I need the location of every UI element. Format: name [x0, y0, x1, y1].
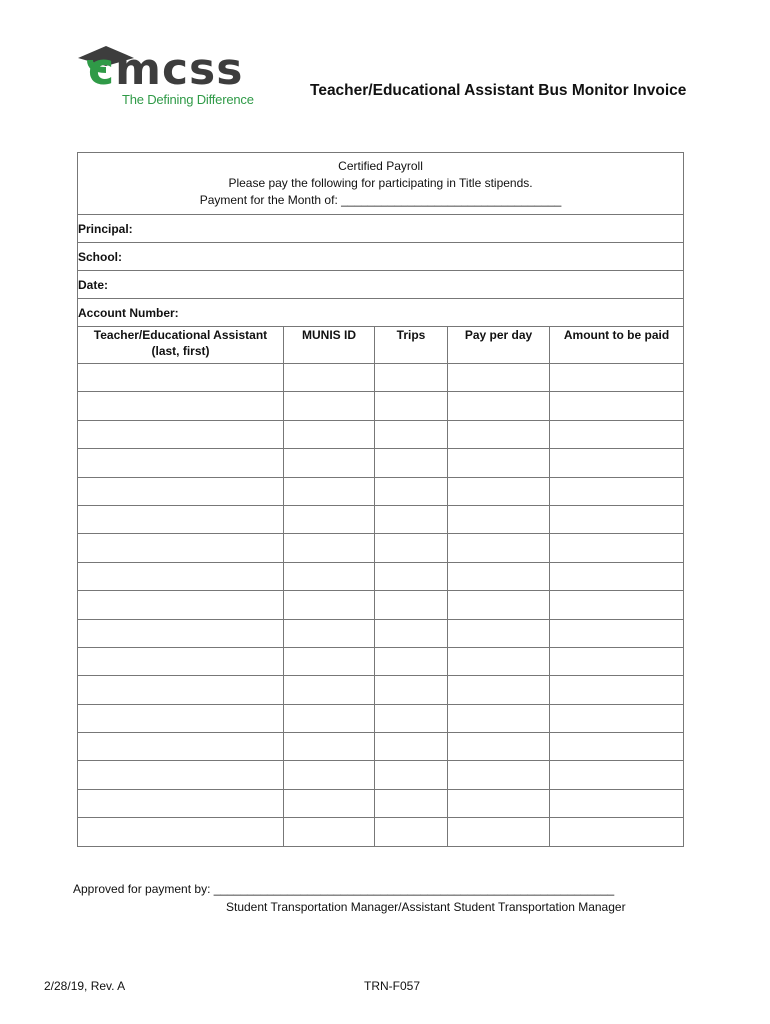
table-cell[interactable] [448, 704, 550, 732]
table-cell[interactable] [375, 505, 448, 533]
entry-rows [78, 364, 684, 847]
table-cell[interactable] [448, 477, 550, 505]
table-cell[interactable] [284, 562, 375, 590]
table-cell[interactable] [284, 789, 375, 817]
column-header-row [78, 327, 684, 364]
date-label[interactable]: Date: [78, 271, 684, 299]
table-cell[interactable] [78, 818, 284, 846]
page-title: Teacher/Educational Assistant Bus Monitor Invoice [310, 82, 687, 99]
table-row[interactable] [78, 562, 684, 590]
principal-label[interactable]: Principal: [78, 215, 684, 243]
table-row[interactable] [78, 761, 684, 789]
table-cell[interactable] [284, 761, 375, 789]
table-cell[interactable] [448, 562, 550, 590]
col-amount-header: Amount to be paid [550, 327, 684, 364]
account-number-row[interactable] [78, 299, 684, 327]
table-cell[interactable] [78, 449, 284, 477]
table-cell[interactable] [550, 562, 684, 590]
cmcss-logo [76, 44, 276, 110]
table-cell[interactable] [550, 449, 684, 477]
table-cell[interactable] [550, 704, 684, 732]
table-row[interactable] [78, 534, 684, 562]
table-cell[interactable] [448, 818, 550, 846]
table-cell[interactable] [284, 420, 375, 448]
table-row[interactable] [78, 591, 684, 619]
col-name-line2: (last, first) [151, 344, 210, 358]
intro-row [78, 153, 684, 215]
table-row[interactable] [78, 647, 684, 675]
table-cell[interactable] [550, 733, 684, 761]
table-row[interactable] [78, 505, 684, 533]
table-cell[interactable] [448, 733, 550, 761]
table-cell[interactable] [375, 534, 448, 562]
table-cell[interactable] [78, 505, 284, 533]
table-cell[interactable] [550, 591, 684, 619]
table-cell[interactable] [284, 818, 375, 846]
table-cell[interactable] [78, 733, 284, 761]
logo-wordmark: cmcss [88, 44, 244, 95]
account-number-label[interactable]: Account Number: [78, 299, 684, 327]
table-cell[interactable] [550, 761, 684, 789]
table-cell[interactable] [448, 505, 550, 533]
table-cell[interactable] [284, 505, 375, 533]
table-cell[interactable] [284, 449, 375, 477]
table-cell[interactable] [448, 392, 550, 420]
table-cell[interactable] [375, 733, 448, 761]
table-cell[interactable] [375, 789, 448, 817]
table-cell[interactable] [284, 647, 375, 675]
table-cell[interactable] [78, 676, 284, 704]
table-cell[interactable] [284, 364, 375, 392]
table-cell[interactable] [448, 420, 550, 448]
table-cell[interactable] [284, 534, 375, 562]
principal-row[interactable] [78, 215, 684, 243]
table-cell[interactable] [550, 364, 684, 392]
table-cell[interactable] [448, 591, 550, 619]
school-label[interactable]: School: [78, 243, 684, 271]
table-cell[interactable] [550, 505, 684, 533]
col-munis-header: MUNIS ID [284, 327, 375, 364]
table-cell[interactable] [375, 420, 448, 448]
table-cell[interactable] [375, 647, 448, 675]
table-cell[interactable] [78, 420, 284, 448]
approver-title: Student Transportation Manager/Assistant Student Transportation Manager [226, 900, 626, 914]
table-cell[interactable] [284, 392, 375, 420]
revision-date: 2/28/19, Rev. A [44, 979, 126, 993]
table-cell[interactable] [550, 818, 684, 846]
date-row[interactable] [78, 271, 684, 299]
table-cell[interactable] [448, 449, 550, 477]
table-cell[interactable] [448, 789, 550, 817]
table-cell[interactable] [78, 591, 284, 619]
table-cell[interactable] [284, 704, 375, 732]
table-cell[interactable] [550, 676, 684, 704]
table-cell[interactable] [550, 534, 684, 562]
table-cell[interactable] [375, 704, 448, 732]
table-row[interactable] [78, 704, 684, 732]
table-cell[interactable] [448, 761, 550, 789]
table-row[interactable] [78, 420, 684, 448]
table-cell[interactable] [284, 477, 375, 505]
table-cell[interactable] [375, 449, 448, 477]
table-cell[interactable] [375, 562, 448, 590]
table-cell[interactable] [550, 420, 684, 448]
table-cell[interactable] [78, 619, 284, 647]
col-trips-header: Trips [375, 327, 448, 364]
col-name-header [78, 327, 284, 364]
certified-payroll-text: Certified Payroll [338, 159, 423, 173]
table-row[interactable] [78, 364, 684, 392]
table-cell[interactable] [448, 647, 550, 675]
table-cell[interactable] [78, 534, 284, 562]
invoice-table [77, 152, 684, 847]
table-row[interactable] [78, 619, 684, 647]
table-cell[interactable] [550, 477, 684, 505]
table-cell[interactable] [550, 392, 684, 420]
table-cell[interactable] [284, 591, 375, 619]
table-cell[interactable] [550, 647, 684, 675]
approved-by-line[interactable]: Approved for payment by: ____________________________________________________________ [73, 882, 615, 896]
table-cell[interactable] [78, 392, 284, 420]
table-cell[interactable] [375, 676, 448, 704]
table-cell[interactable] [78, 704, 284, 732]
logo-tagline: The Defining Difference [122, 92, 254, 107]
table-row[interactable] [78, 392, 684, 420]
table-cell[interactable] [78, 364, 284, 392]
table-cell[interactable] [448, 676, 550, 704]
table-cell[interactable] [375, 619, 448, 647]
col-pay-header: Pay per day [448, 327, 550, 364]
table-row[interactable] [78, 789, 684, 817]
table-row[interactable] [78, 449, 684, 477]
pay-instruction-text: Please pay the following for participating in Title stipends. [228, 176, 533, 190]
table-cell[interactable] [78, 562, 284, 590]
table-cell[interactable] [550, 619, 684, 647]
table-cell[interactable] [448, 364, 550, 392]
table-cell[interactable] [78, 647, 284, 675]
table-cell[interactable] [375, 477, 448, 505]
table-cell[interactable] [448, 534, 550, 562]
table-cell[interactable] [375, 392, 448, 420]
table-cell[interactable] [78, 477, 284, 505]
payment-month-field[interactable]: Payment for the Month of: _________________________________ [199, 193, 562, 207]
table-cell[interactable] [448, 619, 550, 647]
table-row[interactable] [78, 733, 684, 761]
school-row[interactable] [78, 243, 684, 271]
table-cell[interactable] [550, 789, 684, 817]
table-cell[interactable] [375, 591, 448, 619]
table-cell[interactable] [375, 364, 448, 392]
table-cell[interactable] [78, 761, 284, 789]
table-cell[interactable] [284, 676, 375, 704]
table-row[interactable] [78, 818, 684, 846]
form-id: TRN-F057 [364, 979, 421, 993]
table-row[interactable] [78, 477, 684, 505]
table-cell[interactable] [375, 761, 448, 789]
table-cell[interactable] [284, 733, 375, 761]
table-cell[interactable] [78, 789, 284, 817]
table-row[interactable] [78, 676, 684, 704]
table-cell[interactable] [375, 818, 448, 846]
col-name-line1: Teacher/Educational Assistant [93, 328, 268, 342]
table-cell[interactable] [284, 619, 375, 647]
